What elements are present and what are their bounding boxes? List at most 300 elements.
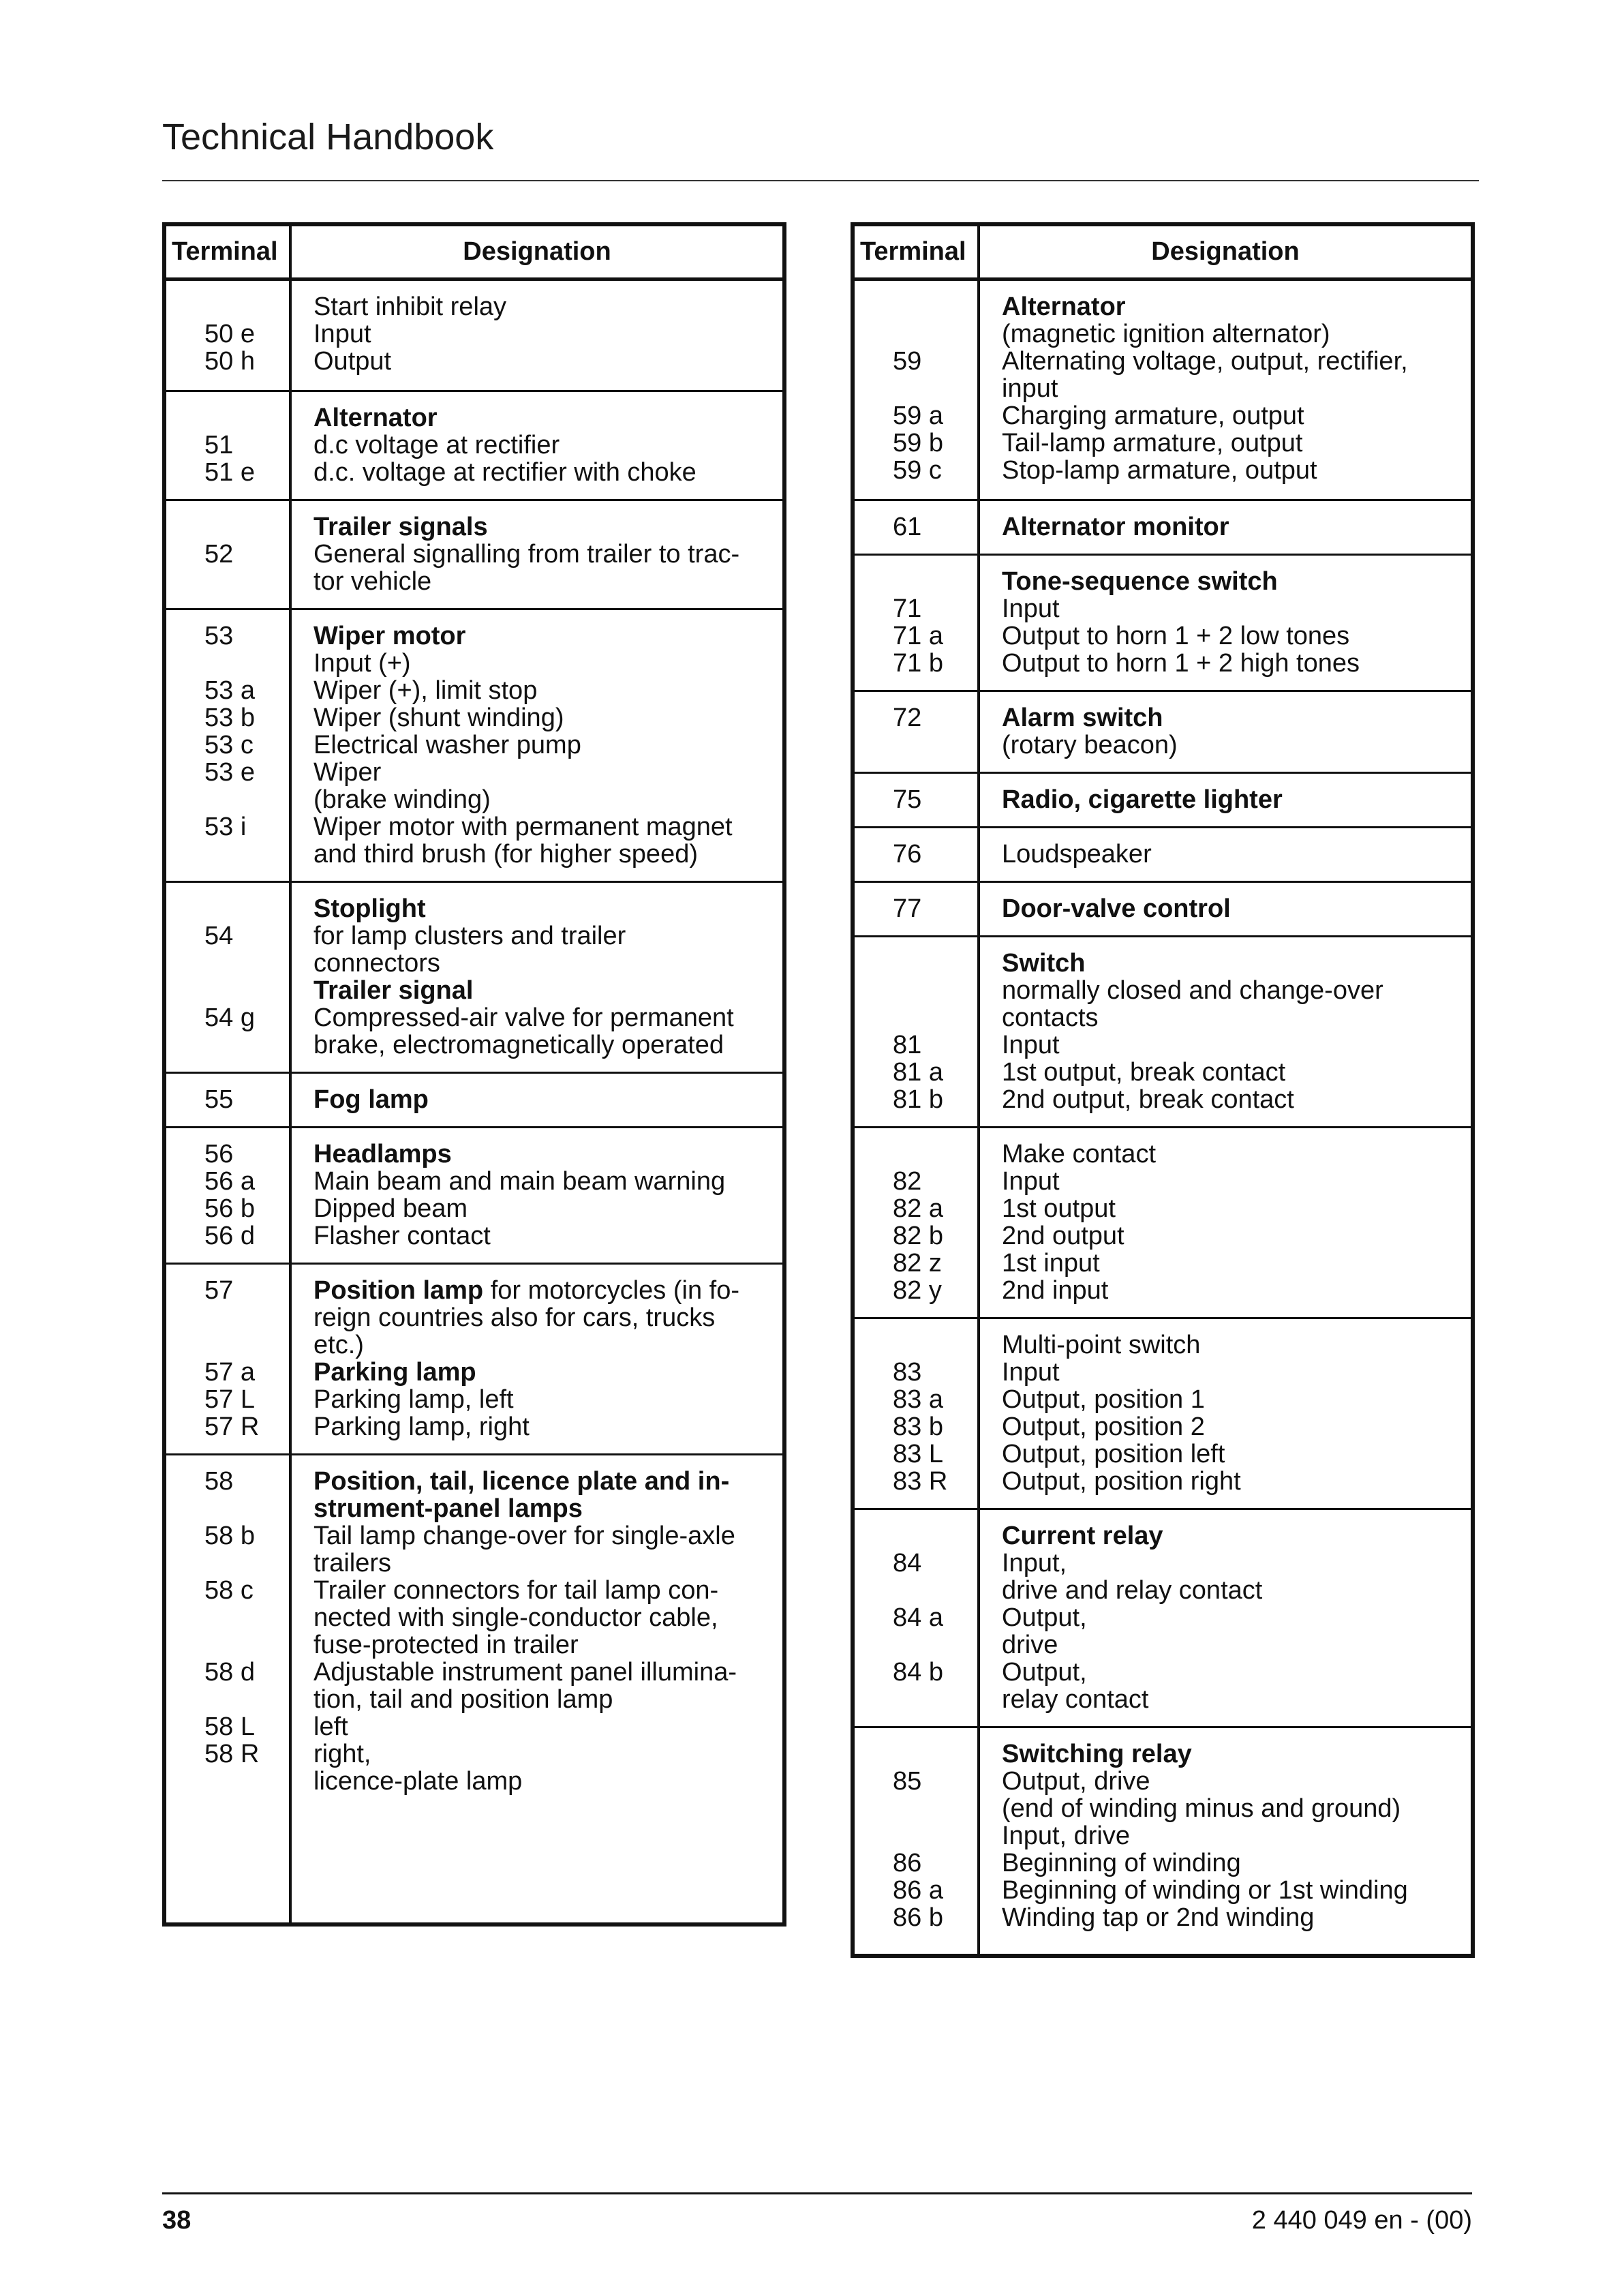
table-row [855, 293, 1471, 320]
table-row [166, 1604, 782, 1631]
table-row [166, 1550, 782, 1577]
designation-cell [1002, 375, 1058, 402]
terminal-cell: 59 b [893, 429, 943, 457]
terminal-cell: 57 R [204, 1413, 260, 1441]
designation-cell [313, 1195, 468, 1222]
table-row [166, 1304, 782, 1331]
table-row [166, 950, 782, 977]
designation-text: Wiper (shunt winding) [313, 704, 564, 732]
table-row [166, 759, 782, 786]
designation-cell [1002, 1195, 1116, 1222]
designation-text: Tone-sequence switch [1002, 567, 1278, 596]
designation-text: 1st input [1002, 1249, 1100, 1278]
table-row [166, 977, 782, 1004]
designation-cell [313, 1604, 718, 1631]
terminal-cell: 52 [204, 540, 234, 569]
table-row [855, 977, 1471, 1004]
header-terminal: Terminal [860, 237, 966, 266]
designation-cell [1002, 1004, 1099, 1031]
table-row [855, 457, 1471, 484]
table-row [855, 1468, 1471, 1495]
designation-cell [1002, 1440, 1225, 1468]
table-row [855, 513, 1471, 541]
table-header [166, 226, 782, 281]
designation-cell [1002, 1168, 1060, 1195]
designation-text: drive and relay contact [1002, 1576, 1263, 1605]
designation-cell [313, 677, 537, 704]
designation-cell [1002, 1849, 1241, 1877]
table-row [855, 595, 1471, 622]
terminal-cell: 84 a [893, 1603, 943, 1632]
table-row [166, 1086, 782, 1113]
designation-text: Output, position 2 [1002, 1413, 1205, 1441]
table-row [855, 402, 1471, 429]
designation-cell [1002, 1468, 1241, 1495]
table-section [855, 772, 1471, 826]
table-row [166, 1495, 782, 1522]
table-section [166, 281, 782, 390]
designation-text: tor vehicle [313, 567, 432, 596]
designation-cell [313, 1686, 613, 1713]
designation-cell [313, 1631, 579, 1659]
designation-text: drive [1002, 1631, 1058, 1659]
table-row [855, 1250, 1471, 1277]
terminal-cell: 53 a [204, 676, 255, 705]
designation-text: Headlamps [313, 1140, 452, 1168]
designation-text: 1st output, break contact [1002, 1058, 1286, 1087]
terminal-cell: 83 [893, 1358, 922, 1387]
table-row [855, 1031, 1471, 1059]
designation-cell [313, 1086, 429, 1113]
designation-text: Alternator [313, 404, 438, 432]
designation-cell [313, 1468, 729, 1495]
designation-text: Start inhibit relay [313, 292, 507, 321]
designation-cell [313, 704, 564, 731]
table-section [855, 554, 1471, 690]
table-row [855, 320, 1471, 348]
designation-text: Alarm switch [1002, 704, 1163, 732]
table-section [855, 690, 1471, 772]
designation-cell [313, 1768, 522, 1795]
table-row [855, 1522, 1471, 1550]
designation-cell [313, 1522, 735, 1550]
designation-text: etc.) [313, 1331, 364, 1359]
table-row [166, 1686, 782, 1713]
header-designation: Designation [1151, 237, 1300, 266]
table-row [166, 1386, 782, 1413]
designation-text: brake, electromagnetically operated [313, 1031, 724, 1059]
table-row [855, 950, 1471, 977]
designation-cell [1002, 731, 1178, 759]
table-row [166, 704, 782, 731]
designation-text: Parking lamp, right [313, 1413, 530, 1441]
table-row [855, 622, 1471, 650]
designation-cell [313, 786, 491, 813]
terminal-cell: 61 [893, 513, 922, 541]
terminal-cell: 57 [204, 1276, 234, 1305]
terminal-cell: 77 [893, 894, 922, 923]
table-section [166, 1263, 782, 1453]
designation-text: Loudspeaker [1002, 840, 1152, 868]
terminal-cell: 83 a [893, 1385, 943, 1414]
designation-cell [1002, 1550, 1067, 1577]
terminal-cell: 53 e [204, 758, 255, 787]
designation-cell [313, 950, 440, 977]
table-section [166, 1126, 782, 1263]
table-header [855, 226, 1471, 281]
designation-cell [313, 922, 626, 950]
designation-text: d.c voltage at rectifier [313, 431, 560, 459]
terminal-cell: 57 L [204, 1385, 255, 1414]
designation-text: Alternator [1002, 292, 1126, 321]
terminal-cell: 81 b [893, 1085, 943, 1114]
terminal-cell: 85 [893, 1767, 922, 1796]
designation-cell [1002, 457, 1317, 484]
designation-text: Input [313, 320, 371, 348]
table-row [166, 1577, 782, 1604]
designation-text: Input, drive [1002, 1822, 1130, 1850]
table-row [855, 841, 1471, 868]
designation-extra: for motorcycles (in fo- [483, 1276, 740, 1305]
designation-cell [313, 977, 473, 1004]
designation-cell [313, 1740, 371, 1768]
table-section [855, 281, 1471, 499]
terminal-cell: 71 a [893, 622, 943, 650]
designation-cell [1002, 1822, 1130, 1849]
table-row [855, 731, 1471, 759]
designation-text: Position, tail, licence plate and in- [313, 1467, 730, 1496]
terminal-cell: 86 a [893, 1876, 943, 1905]
terminal-cell: 83 L [893, 1440, 943, 1468]
designation-cell [1002, 1359, 1060, 1386]
table-row [166, 1141, 782, 1168]
designation-text: Switching relay [1002, 1740, 1192, 1768]
designation-text: Stoplight [313, 894, 426, 923]
table-section [166, 1453, 782, 1808]
designation-text: Output [313, 347, 392, 376]
table-section [855, 1317, 1471, 1508]
table-row [166, 1413, 782, 1440]
table-row [166, 513, 782, 541]
table-row [166, 320, 782, 348]
table-row [166, 1195, 782, 1222]
designation-text: Wiper motor with permanent magnet [313, 813, 733, 841]
terminal-cell: 53 [204, 622, 234, 650]
designation-text: contacts [1002, 1003, 1099, 1032]
table-row [855, 895, 1471, 922]
designation-text: strument-panel lamps [313, 1494, 583, 1523]
table-row [166, 1031, 782, 1059]
designation-cell [1002, 320, 1330, 348]
designation-cell [313, 1031, 724, 1059]
designation-cell [1002, 704, 1163, 731]
table-row [166, 1768, 782, 1795]
header-terminal: Terminal [172, 237, 278, 266]
designation-text: licence-plate lamp [313, 1767, 523, 1796]
table-row [166, 813, 782, 841]
designation-text: Position lamp [313, 1276, 484, 1305]
designation-text: Output, position right [1002, 1467, 1241, 1496]
table-row [855, 1686, 1471, 1713]
designation-text: 2nd output [1002, 1222, 1124, 1250]
terminal-cell: 71 [893, 594, 922, 623]
designation-cell [313, 622, 465, 650]
terminal-cell: 82 [893, 1167, 922, 1196]
designation-text: left [313, 1712, 348, 1741]
designation-text: 1st output [1002, 1194, 1116, 1223]
designation-text: reign countries also for cars, trucks [313, 1303, 716, 1332]
designation-text: Dipped beam [313, 1194, 468, 1223]
designation-cell [313, 1331, 364, 1359]
designation-cell [1002, 841, 1152, 868]
table-row [855, 1386, 1471, 1413]
table-row [166, 1713, 782, 1740]
designation-cell [1002, 1141, 1156, 1168]
designation-text: nected with single-conductor cable, [313, 1603, 718, 1632]
designation-cell [313, 813, 733, 841]
designation-text: (brake winding) [313, 785, 491, 814]
designation-cell [313, 1550, 391, 1577]
table-row [166, 293, 782, 320]
designation-text: Wiper [313, 758, 382, 787]
designation-text: Output to horn 1 + 2 low tones [1002, 622, 1350, 650]
table-row [166, 1168, 782, 1195]
table-row [855, 1631, 1471, 1659]
designation-text: d.c. voltage at rectifier with choke [313, 458, 697, 487]
designation-cell [1002, 1631, 1058, 1659]
table-row [166, 541, 782, 568]
terminal-cell: 58 d [204, 1658, 255, 1687]
designation-text: connectors [313, 949, 440, 978]
table-section [855, 1126, 1471, 1317]
table-row [855, 1141, 1471, 1168]
designation-text: Input, [1002, 1549, 1067, 1577]
table-row [166, 1659, 782, 1686]
terminal-cell: 50 e [204, 320, 255, 348]
table-row [166, 731, 782, 759]
table-section [855, 1508, 1471, 1726]
designation-cell [1002, 1386, 1205, 1413]
table-row [166, 1522, 782, 1550]
designation-cell [313, 1168, 725, 1195]
designation-text: Beginning of winding or 1st winding [1002, 1876, 1408, 1905]
terminal-cell: 51 [204, 431, 234, 459]
table-row [166, 568, 782, 595]
designation-text: Flasher contact [313, 1222, 491, 1250]
terminal-cell: 86 b [893, 1903, 943, 1932]
table-row [855, 1822, 1471, 1849]
designation-cell [1002, 1031, 1060, 1059]
designation-text: Tail-lamp armature, output [1002, 429, 1303, 457]
designation-cell [313, 759, 381, 786]
table-row [166, 786, 782, 813]
designation-cell [1002, 950, 1085, 977]
table-section [855, 826, 1471, 881]
table-row [855, 1577, 1471, 1604]
table-section [166, 608, 782, 881]
designation-cell [1002, 348, 1408, 375]
header-designation: Designation [463, 237, 611, 266]
table-row [855, 1768, 1471, 1795]
table-row [166, 1004, 782, 1031]
table-section [166, 881, 782, 1072]
terminal-cell: 56 d [204, 1222, 255, 1250]
document-id: 2 440 049 en - (00) [1251, 2206, 1472, 2235]
designation-text: Output, position 1 [1002, 1385, 1205, 1414]
designation-cell [313, 459, 697, 486]
table-row [855, 429, 1471, 457]
designation-text: Make contact [1002, 1140, 1156, 1168]
designation-text: Output, [1002, 1658, 1087, 1687]
designation-text: 2nd input [1002, 1276, 1109, 1305]
table-row [855, 1359, 1471, 1386]
designation-cell [313, 1359, 476, 1386]
designation-cell [313, 1659, 737, 1686]
designation-text: Compressed-air valve for permanent [313, 1003, 734, 1032]
terminal-cell: 53 b [204, 704, 255, 732]
designation-text: and third brush (for higher speed) [313, 840, 698, 868]
designation-cell [313, 1386, 514, 1413]
terminal-cell: 71 b [893, 649, 943, 678]
table-section [855, 1726, 1471, 1944]
designation-text: Door-valve control [1002, 894, 1231, 923]
designation-cell [1002, 1222, 1124, 1250]
left-terminal-table [162, 222, 786, 1927]
designation-text: normally closed and change-over [1002, 976, 1383, 1005]
designation-cell [1002, 1577, 1262, 1604]
designation-text: Parking lamp, left [313, 1385, 514, 1414]
terminal-cell: 58 R [204, 1740, 260, 1768]
designation-text: Output, drive [1002, 1767, 1150, 1796]
table-row [855, 786, 1471, 813]
table-row [166, 459, 782, 486]
designation-text: right, [313, 1740, 371, 1768]
designation-text: Beginning of winding [1002, 1849, 1241, 1877]
designation-text: Input [1002, 1031, 1060, 1059]
terminal-cell: 58 c [204, 1576, 254, 1605]
table-row [166, 1468, 782, 1495]
designation-text: Input (+) [313, 649, 411, 678]
designation-text: Multi-point switch [1002, 1331, 1201, 1359]
table-row [855, 1059, 1471, 1086]
table-row [166, 432, 782, 459]
table-row [166, 1740, 782, 1768]
designation-text: trailers [313, 1549, 392, 1577]
table-row [855, 1659, 1471, 1686]
terminal-cell: 83 R [893, 1467, 948, 1496]
designation-cell [1002, 293, 1126, 320]
terminal-cell: 86 [893, 1849, 922, 1877]
table-row [166, 1631, 782, 1659]
footer-rule [162, 2192, 1472, 2194]
designation-cell [1002, 1659, 1087, 1686]
designation-text: Input [1002, 1167, 1060, 1196]
terminal-cell: 56 b [204, 1194, 255, 1223]
table-row [855, 1331, 1471, 1359]
terminal-cell: 59 a [893, 402, 943, 430]
table-row [855, 1222, 1471, 1250]
header-rule [162, 180, 1479, 181]
terminal-cell: 50 h [204, 347, 255, 376]
designation-text: Winding tap or 2nd winding [1002, 1903, 1315, 1932]
table-row [855, 348, 1471, 375]
designation-text: Input [1002, 594, 1060, 623]
table-section [166, 1072, 782, 1126]
designation-text: Output, position left [1002, 1440, 1225, 1468]
table-section [855, 881, 1471, 935]
terminal-cell: 58 b [204, 1522, 255, 1550]
table-row [166, 895, 782, 922]
terminal-cell: 54 g [204, 1003, 255, 1032]
designation-cell [1002, 1768, 1150, 1795]
terminal-cell: 83 b [893, 1413, 943, 1441]
designation-text: Charging armature, output [1002, 402, 1304, 430]
designation-cell [1002, 977, 1383, 1004]
terminal-cell: 82 b [893, 1222, 943, 1250]
designation-cell [313, 731, 581, 759]
table-row [855, 1277, 1471, 1304]
table-row [166, 622, 782, 650]
designation-text: Parking lamp [313, 1358, 476, 1387]
designation-cell [1002, 1413, 1205, 1440]
designation-cell [1002, 402, 1304, 429]
terminal-cell: 58 L [204, 1712, 255, 1741]
designation-cell [313, 348, 391, 375]
terminal-cell: 84 b [893, 1658, 943, 1687]
table-row [166, 348, 782, 375]
table-row [855, 375, 1471, 402]
designation-text: General signalling from trailer to trac- [313, 540, 740, 569]
designation-text: Fog lamp [313, 1085, 429, 1114]
page-title: Technical Handbook [162, 117, 494, 157]
designation-cell [313, 650, 411, 677]
designation-text: Input [1002, 1358, 1060, 1387]
designation-cell [1002, 1795, 1401, 1822]
page-number: 38 [162, 2206, 192, 2235]
designation-cell [1002, 1604, 1087, 1631]
designation-cell [1002, 595, 1060, 622]
table-row [166, 841, 782, 868]
table-row [166, 1222, 782, 1250]
designation-text: Output, [1002, 1603, 1087, 1632]
designation-cell [313, 1713, 348, 1740]
terminal-cell: 53 i [204, 813, 247, 841]
designation-text: Alternating voltage, output, rectifier, [1002, 347, 1408, 376]
right-terminal-table [851, 222, 1475, 1958]
designation-text: Current relay [1002, 1522, 1163, 1550]
designation-text: Radio, cigarette lighter [1002, 785, 1283, 814]
terminal-cell: 75 [893, 785, 922, 814]
designation-cell [1002, 1686, 1148, 1713]
designation-cell [1002, 1740, 1192, 1768]
terminal-cell: 72 [893, 704, 922, 732]
designation-text: Stop-lamp armature, output [1002, 456, 1317, 485]
terminal-cell: 56 a [204, 1167, 255, 1196]
designation-cell [313, 541, 739, 568]
terminal-cell: 56 [204, 1140, 234, 1168]
designation-cell [313, 1413, 530, 1440]
designation-cell [313, 1495, 583, 1522]
terminal-cell: 55 [204, 1085, 234, 1114]
designation-text: (rotary beacon) [1002, 731, 1178, 759]
designation-cell [1002, 1250, 1100, 1277]
table-row [855, 1168, 1471, 1195]
designation-cell [313, 1222, 491, 1250]
terminal-cell: 58 [204, 1467, 234, 1496]
table-row [855, 1877, 1471, 1904]
designation-cell [1002, 1331, 1200, 1359]
table-section [855, 499, 1471, 554]
